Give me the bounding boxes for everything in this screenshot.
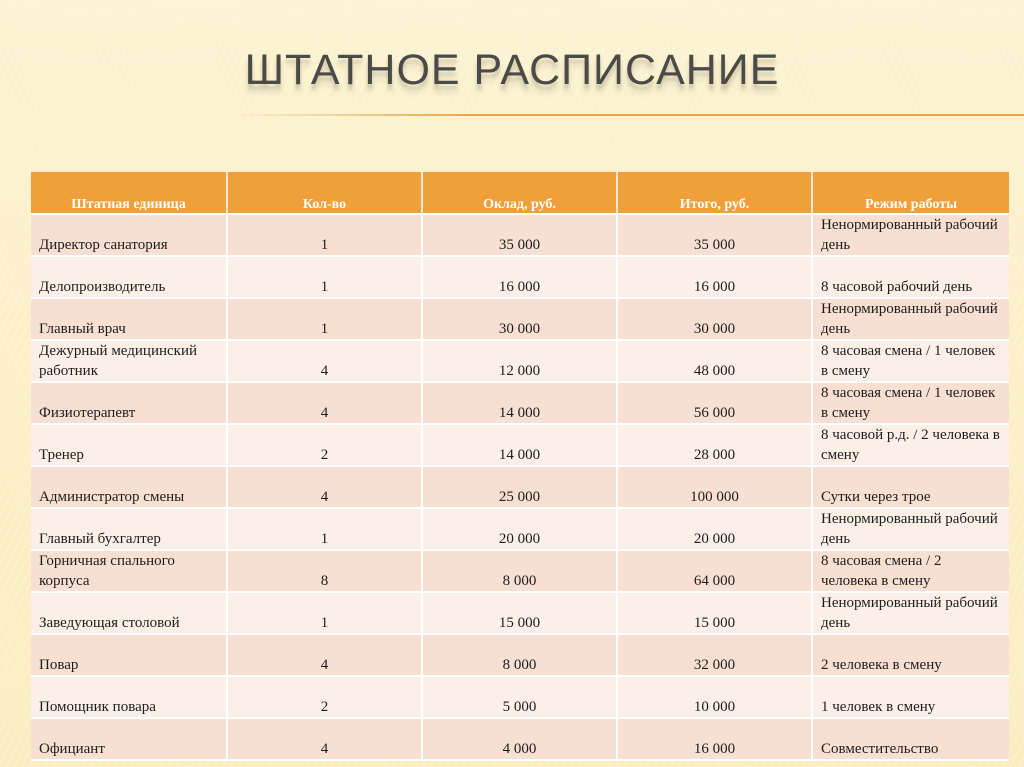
cell-position: Тренер [31,424,227,466]
cell-total: 56 000 [617,382,812,424]
cell-total: 15 000 [617,592,812,634]
cell-total: 32 000 [617,634,812,676]
cell-salary: 8 000 [422,634,617,676]
title-underline [232,114,1024,116]
cell-count: 4 [227,466,422,508]
page-title: ШТАТНОЕ РАСПИСАНИЕ [244,46,780,94]
table-row [31,634,1009,676]
cell-count: 4 [227,340,422,382]
table-row [31,256,1009,298]
column-header-label: Оклад, руб. [483,197,556,212]
cell-position: Дежурный медицинский работник [31,340,227,382]
cell-total: 10 000 [617,676,812,718]
cell-total: 100 000 [617,466,812,508]
cell-count: 2 [227,424,422,466]
column-header-salary [422,172,617,214]
cell-salary: 30 000 [422,298,617,340]
column-header-work-mode [812,172,1009,214]
cell-salary: 8 000 [422,550,617,592]
cell-work-mode: 8 часовая смена / 2 человека в смену [812,550,1009,592]
cell-work-mode: 8 часовой рабочий день [812,256,1009,298]
cell-total: 64 000 [617,550,812,592]
cell-total: 30 000 [617,298,812,340]
table-header-row [31,172,1009,214]
cell-count: 1 [227,508,422,550]
cell-work-mode: 8 часовая смена / 1 человек в смену [812,340,1009,382]
cell-position: Заведующая столовой [31,592,227,634]
cell-position: Горничная спального корпуса [31,550,227,592]
cell-total: 20 000 [617,508,812,550]
cell-count: 8 [227,550,422,592]
column-header-label: Итого, руб. [679,197,750,212]
cell-salary: 4 000 [422,718,617,760]
cell-total: 48 000 [617,340,812,382]
table-row [31,298,1009,340]
cell-work-mode: 8 часовая смена / 1 человек в смену [812,382,1009,424]
column-header-count [227,172,422,214]
cell-count: 4 [227,634,422,676]
column-header-label: Штатная единица [71,197,186,212]
column-header-position [31,172,227,214]
cell-total: 16 000 [617,256,812,298]
cell-count: 1 [227,214,422,256]
cell-count: 4 [227,382,422,424]
cell-salary: 15 000 [422,592,617,634]
column-header-label: Режим работы [864,197,958,212]
cell-work-mode: Сутки через трое [812,466,1009,508]
cell-salary: 5 000 [422,676,617,718]
cell-position: Делопроизводитель [31,256,227,298]
table-row [31,718,1009,760]
cell-total: 28 000 [617,424,812,466]
cell-position: Директор санатория [31,214,227,256]
cell-position: Главный врач [31,298,227,340]
table-row [31,340,1009,382]
cell-total: 16 000 [617,718,812,760]
table-row [31,508,1009,550]
table-row [31,382,1009,424]
cell-work-mode: 8 часовой р.д. / 2 человека в смену [812,424,1009,466]
cell-position: Официант [31,718,227,760]
cell-work-mode: Ненормированный рабочий день [812,592,1009,634]
staff-schedule-table [31,172,1009,761]
cell-count: 1 [227,256,422,298]
column-header-label: Кол-во [302,197,347,212]
cell-position: Помощник повара [31,676,227,718]
cell-salary: 25 000 [422,466,617,508]
cell-salary: 20 000 [422,508,617,550]
cell-work-mode: Ненормированный рабочий день [812,298,1009,340]
cell-salary: 12 000 [422,340,617,382]
cell-work-mode: Ненормированный рабочий день [812,214,1009,256]
cell-salary: 14 000 [422,382,617,424]
table-row [31,592,1009,634]
cell-work-mode: 2 человека в смену [812,634,1009,676]
cell-work-mode: Совместительство [812,718,1009,760]
cell-salary: 35 000 [422,214,617,256]
cell-work-mode: 1 человек в смену [812,676,1009,718]
table-row [31,214,1009,256]
cell-position: Повар [31,634,227,676]
cell-position: Физиотерапевт [31,382,227,424]
cell-count: 2 [227,676,422,718]
cell-salary: 16 000 [422,256,617,298]
cell-work-mode: Ненормированный рабочий день [812,508,1009,550]
table-row [31,676,1009,718]
cell-salary: 14 000 [422,424,617,466]
cell-count: 1 [227,298,422,340]
table-row [31,424,1009,466]
table-row [31,466,1009,508]
cell-position: Главный бухгалтер [31,508,227,550]
cell-count: 1 [227,592,422,634]
cell-count: 4 [227,718,422,760]
table-row [31,550,1009,592]
cell-position: Администратор смены [31,466,227,508]
column-header-total [617,172,812,214]
cell-total: 35 000 [617,214,812,256]
